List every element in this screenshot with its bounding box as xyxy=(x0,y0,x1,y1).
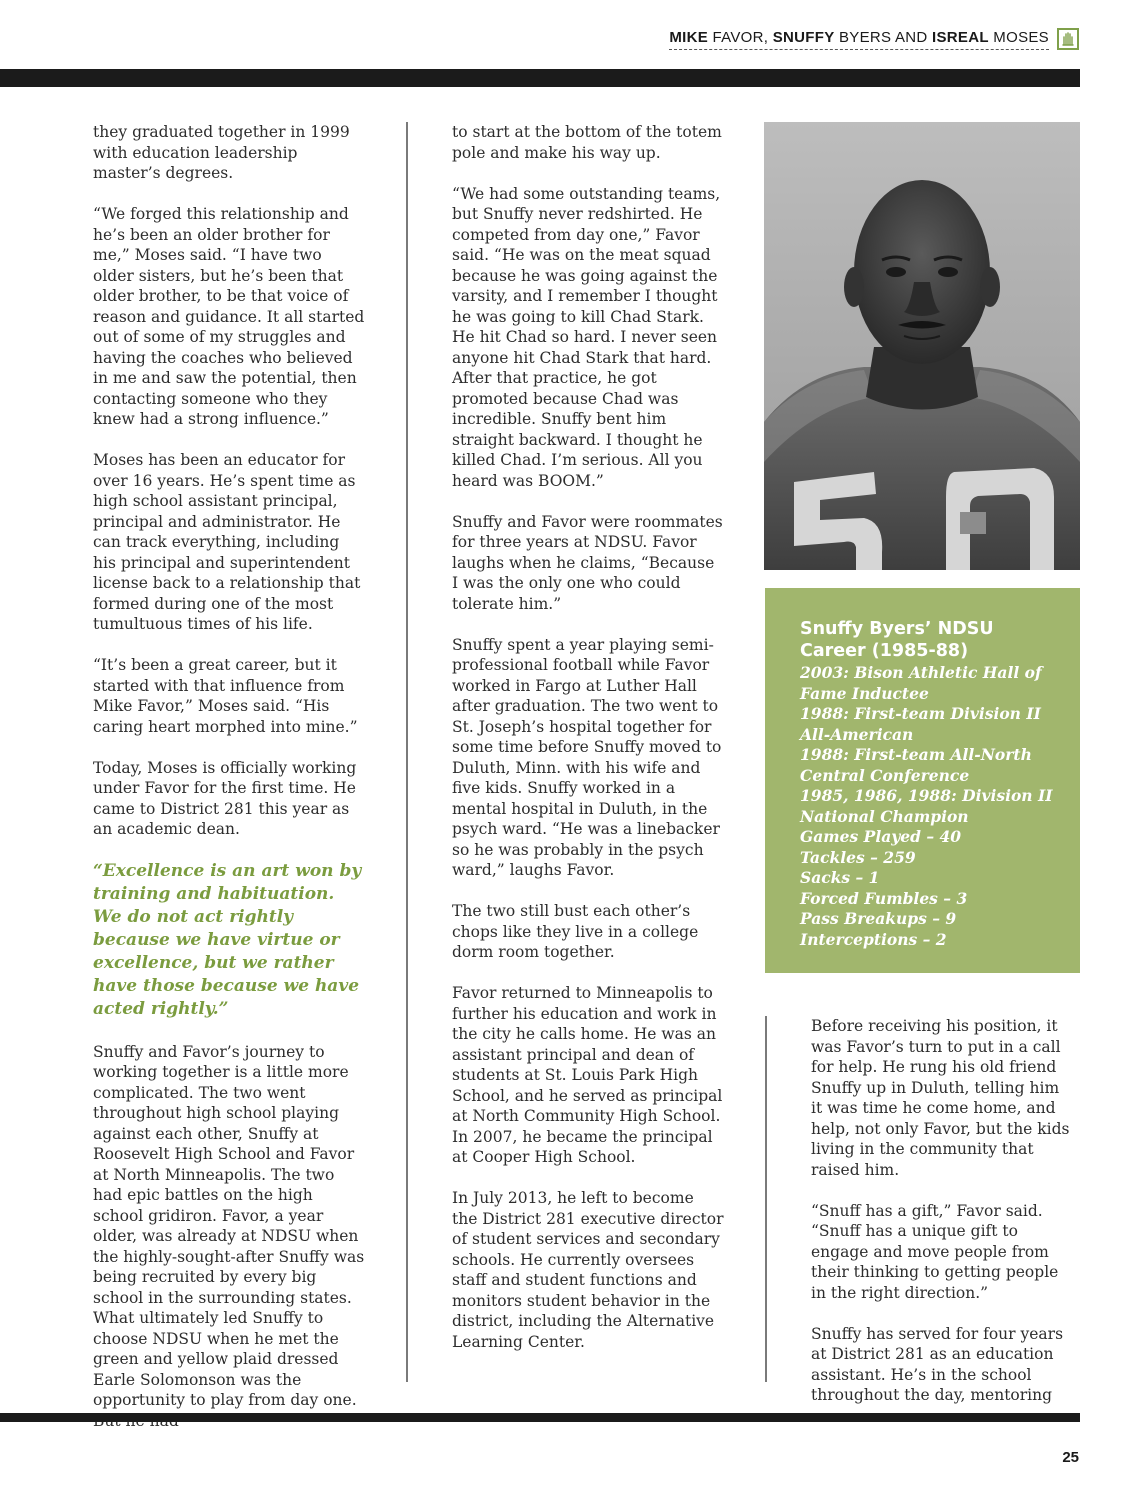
header-title: MIKE FAVOR, SNUFFY BYERS AND ISREAL MOSES xyxy=(669,29,1049,50)
stat-item: Interceptions – 2 xyxy=(800,929,947,949)
bottom-bar xyxy=(0,1413,1080,1422)
paragraph: Today, Moses is officially working under Favor for the first time. He came to District 281 this year as an academic dean. xyxy=(93,758,357,838)
top-bar xyxy=(0,69,1080,87)
paragraph: Snuffy has served for four years at District 281 as an education assistant. He’s in the school throughout the day, mentoring xyxy=(811,1324,1064,1404)
paragraph: they graduated together in 1999 with education leadership master’s degrees. xyxy=(93,123,350,182)
stat-item: Tackles – 259 xyxy=(800,847,916,867)
paragraph: Favor returned to Minneapolis to further his education and work in the city he calls home. He was an assistant principal and dean of students at St. Louis Park High School, and he served as principal at North Community High School. In 2007, he became the principal at Cooper High School. xyxy=(452,984,723,1166)
column-divider-2 xyxy=(765,1016,767,1382)
article-column-2 xyxy=(452,122,724,1373)
stat-item: 1985, 1986, 1988: Division II National Champion xyxy=(800,786,1053,826)
stat-item: Forced Fumbles – 3 xyxy=(800,888,968,908)
stat-item: 1988: First-team All-North Central Conference xyxy=(800,745,1032,785)
sidebar-title: Snuffy Byers’ NDSU Career (1985-88) xyxy=(800,619,994,661)
stat-item: Sacks – 1 xyxy=(800,868,880,887)
running-header xyxy=(669,26,1079,52)
paragraph: Snuffy spent a year playing semi-professional football while Favor worked in Fargo at Luther Hall after graduation. The two went to St. Joseph’s hospital together for some time before Snuffy moved to Duluth, Minn. with his wife and five kids. Snuffy worked in a mental hospital in Duluth, in the psych ward. “He was a linebacker so he was probably in the psych ward,” laughs Favor. xyxy=(452,635,722,879)
stat-item: 2003: Bison Athletic Hall of Fame Inductee xyxy=(800,663,1042,703)
paragraph: The two still bust each other’s chops like they live in a college dorm room together. xyxy=(452,902,699,961)
paragraph: to start at the bottom of the totem pole and make his way up. xyxy=(452,123,722,162)
pull-quote: “Excellence is an art won by training and habituation. We do not act rightly because we have virtue or excellence, but we rather have those because we have acted rightly.” xyxy=(93,861,362,1019)
page-number: 25 xyxy=(1062,1449,1079,1466)
paragraph: Before receiving his position, it was Favor’s turn to put in a call for help. He rung his old friend Snuffy up in Duluth, telling him it was time he come home, and help, not only Favor, but the kids living in the community that raised him. xyxy=(811,1017,1070,1179)
column-divider-1 xyxy=(406,122,408,1382)
paragraph: “Snuff has a gift,” Favor said. “Snuff has a unique gift to engage and move people from their thinking to getting people in the right direction.” xyxy=(811,1201,1059,1302)
player-portrait-photo xyxy=(764,122,1080,570)
paragraph: “We had some outstanding teams, but Snuffy never redshirted. He competed from day one,” Favor said. “He was on the meat squad because he was going against the varsity, and I remember I thought he was going to kill Chad Stark. He hit Chad so hard. I never seen anyone hit Chad Stark that hard. After that practice, he got promoted because Chad was incredible. Snuffy bent him straight backward. I thought he killed Chad. I’m serious. All you heard was BOOM.” xyxy=(452,184,721,490)
stat-item: Pass Breakups – 9 xyxy=(800,909,957,928)
paragraph: Snuffy and Favor’s journey to working together is a little more complicated. The two went throughout high school playing against each other, Snuffy at Roosevelt High School and Favor at North Minneapolis. The two had epic battles on the high school gridiron. Favor, a year older, was already at NDSU when the highly-sought-after Snuffy was being recruited by every big school in the surrounding states. What ultimately led Snuffy to choose NDSU when he met the green and yellow plaid dressed Earle Solomonson was the opportunity to play from day one. xyxy=(93,1042,365,1409)
paragraph: Snuffy and Favor were roommates for three years at NDSU. Favor laughs when he claims, “Because I was the only one who could tolerate him.” xyxy=(452,512,723,613)
paragraph: “It’s been a great career, but it started with that influence from Mike Favor,” Moses said. “His caring heart morphed into mine.” xyxy=(93,656,358,736)
career-stats-sidebar xyxy=(765,588,1080,973)
paragraph: Moses has been an educator for over 16 years. He’s spent time as high school assistant principal, principal and administrator. He can track everything, including his principal and superintendent license back to a relationship that formed during one of the most tumultuous times of his life. xyxy=(93,451,361,633)
stat-item: Games Played – 40 xyxy=(800,827,962,846)
stat-item: 1988: First-team Division II All-American xyxy=(800,704,1041,744)
paragraph: “We forged this relationship and he’s been an older brother for me,” Moses said. “I have two older sisters, but he’s been that older brother, to be that voice of reason and guidance. It all started out of some of my struggles and having the coaches who believed in me and saw the potential, then contacting someone who they knew had a strong influence.” xyxy=(93,205,365,428)
article-column-3 xyxy=(811,1016,1073,1426)
hand-logo-icon xyxy=(1057,28,1079,50)
article-column-1 xyxy=(93,122,365,1452)
paragraph: In July 2013, he left to become the District 281 executive director of student services and secondary schools. He currently oversees staff and student functions and monitors student behavior in the district, including the Alternative Learning Center. xyxy=(452,1189,724,1351)
